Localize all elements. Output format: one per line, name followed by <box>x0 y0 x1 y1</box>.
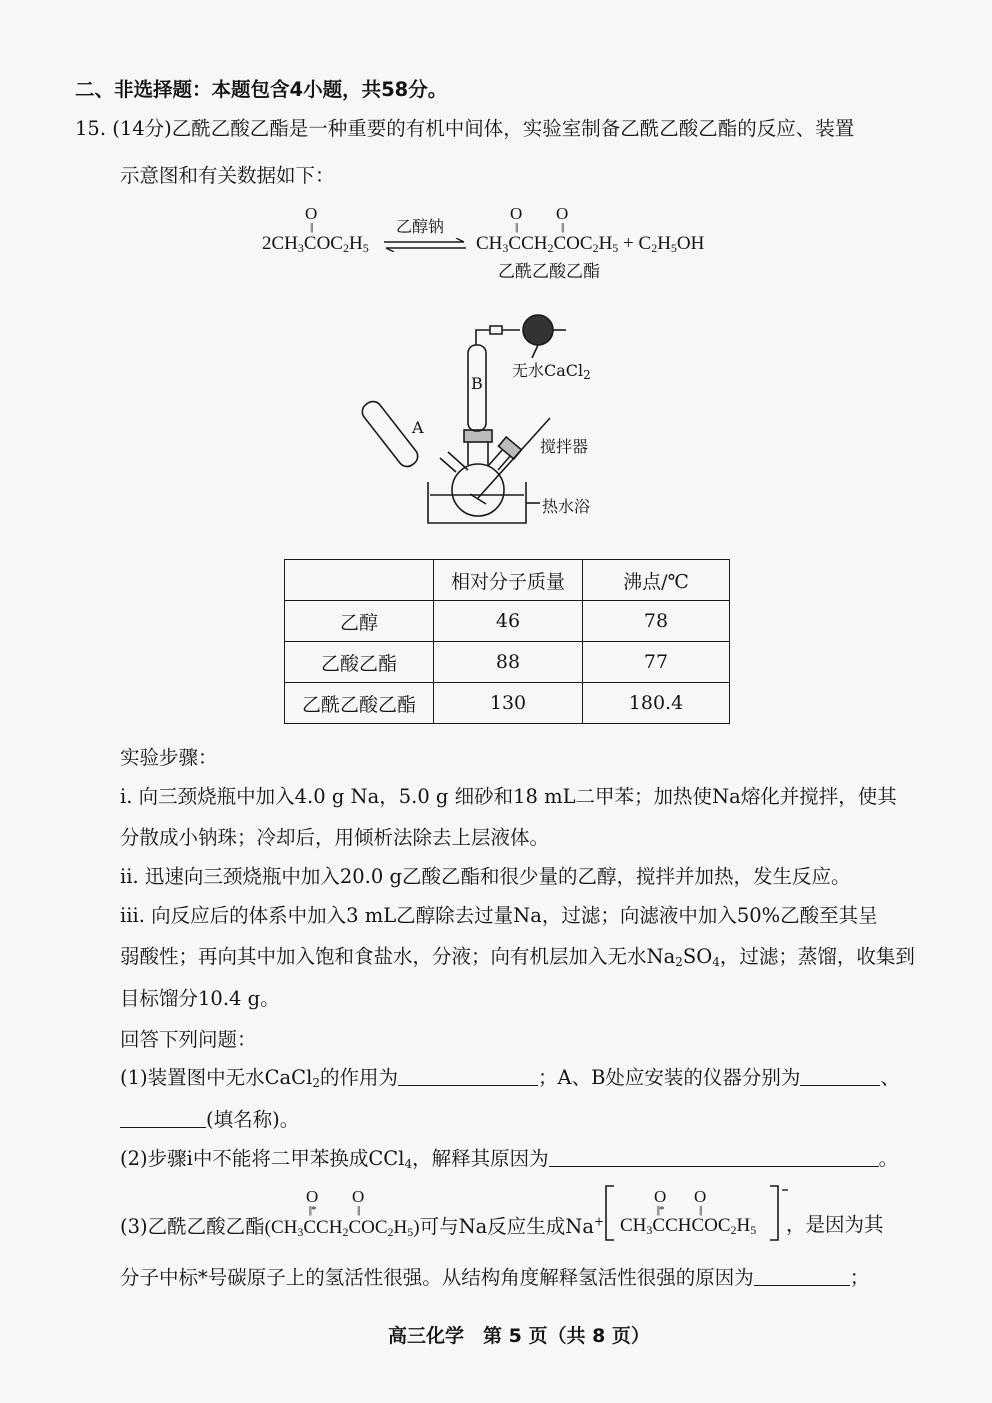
table-cell: 乙醇 <box>285 601 434 642</box>
answer-blank[interactable] <box>549 1148 879 1167</box>
table-header-cell: 沸点/℃ <box>583 560 730 601</box>
step-i-line1: i. 向三颈烧瓶中加入4.0 g Na，5.0 g 细砂和18 mL二甲苯；加热使Na熔化并搅拌，使其 <box>120 785 897 808</box>
table-cell: 乙酸乙酯 <box>285 642 434 683</box>
q3-carbonyl-o-4: O || <box>694 1187 707 1216</box>
question-2: (2)步骤i中不能将二甲苯换成CCl$_4$，解释其原因为 。 <box>120 1147 899 1171</box>
equilibrium-arrow-icon <box>382 238 468 252</box>
table-header-cell <box>285 560 434 601</box>
q3-carbonyl-o-1: O ||* <box>306 1187 319 1216</box>
step-iii-line1: iii. 向反应后的体系中加入3 mL乙醇除去过量Na，过滤；向滤液中加入50%乙酸至其呈 <box>120 904 878 927</box>
table-cell: 88 <box>434 642 583 683</box>
steps-title: 实验步骤： <box>120 746 218 769</box>
table-header-cell: 相对分子质量 <box>434 560 583 601</box>
question-points: (14分) <box>112 117 172 140</box>
product-name: 乙酰乙酸乙酯 <box>498 262 600 282</box>
data-table <box>284 559 730 724</box>
label-a: A <box>412 418 424 437</box>
table-row <box>285 683 730 724</box>
carbonyl-o-3: O || <box>556 204 569 233</box>
carbonyl-o-2: O || <box>510 204 523 233</box>
question-intro-line2: 示意图和有关数据如下： <box>120 164 335 187</box>
question-1-line2: (填名称)。 <box>120 1108 299 1131</box>
step-iii-line2: 弱酸性；再向其中加入饱和食盐水，分液；向有机层加入无水$Na_2SO_4$，过滤；蒸馏，收集到 <box>120 945 915 969</box>
question-1-line1: (1)装置图中无水CaCl$_2$的作用为 ；A、B处应安装的仪器分别为 、 <box>120 1066 900 1090</box>
question-3-line2: 分子中标*号碳原子上的氢活性很强。从结构角度解释氢活性很强的原因为 ； <box>120 1266 870 1289</box>
question-intro-line1 <box>75 117 854 140</box>
reaction-condition: 乙醇钠 <box>396 217 445 236</box>
table-row <box>285 642 730 683</box>
label-cacl2: 无水CaCl$_2$ <box>512 361 591 382</box>
reactant-formula: $2CH_3COC_2H_5$ <box>262 233 369 255</box>
step-i-line2: 分散成小钠珠；冷却后，用倾析法除去上层液体。 <box>120 826 550 849</box>
label-stirrer: 搅拌器 <box>540 437 589 456</box>
answer-blank[interactable] <box>754 1267 850 1286</box>
table-cell: 78 <box>583 601 730 642</box>
label-hot-water-bath: 热水浴 <box>542 497 591 516</box>
questions-title: 回答下列问题： <box>120 1028 257 1051</box>
table-cell: 77 <box>583 642 730 683</box>
table-header-row <box>285 560 730 601</box>
apparatus-diagram <box>360 310 640 534</box>
table-row <box>285 601 730 642</box>
table-cell: 46 <box>434 601 583 642</box>
answer-blank[interactable] <box>398 1067 538 1086</box>
answer-blank[interactable] <box>800 1067 880 1086</box>
product-formula: $CH_3CCH_2COC_2H_5 + C_2H_5OH$ <box>476 233 705 255</box>
three-neck-flask-apparatus-icon <box>360 310 640 530</box>
step-ii-line1: ii. 迅速向三颈烧瓶中加入20.0 g乙酸乙酯和很少量的乙醇，搅拌并加热，发生反应。 <box>120 865 851 888</box>
q3-carbonyl-o-3: O ||* <box>654 1187 667 1216</box>
question-3-line1-end: ，是因为其 <box>786 1213 884 1236</box>
section-heading: 二、非选择题：本题包含4小题，共58分。 <box>75 78 448 101</box>
question-intro-text: 乙酰乙酸乙酯是一种重要的有机中间体，实验室制备乙酰乙酸乙酯的反应、装置 <box>171 117 855 140</box>
label-b: B <box>471 374 483 393</box>
table-cell: 130 <box>434 683 583 724</box>
carbonyl-o-1: O || <box>305 204 318 233</box>
page-footer: 高三化学 第 5 页（共 8 页） <box>388 1325 650 1347</box>
question-3-line1: (3)乙酰乙酸乙酯$(CH_3CCH_2COC_2H_5)$可与Na反应生成Na+ <box>120 1214 605 1239</box>
step-iii-line3: 目标馏分10.4 g。 <box>120 987 280 1010</box>
table-cell: 180.4 <box>583 683 730 724</box>
q3-carbonyl-o-2: O || <box>352 1187 365 1216</box>
answer-blank[interactable] <box>120 1109 206 1128</box>
anion-formula: $CH_3CCHCOC_2H_5$ <box>620 1215 757 1237</box>
question-number: 15. <box>75 117 107 140</box>
table-cell: 乙酰乙酸乙酯 <box>285 683 434 724</box>
